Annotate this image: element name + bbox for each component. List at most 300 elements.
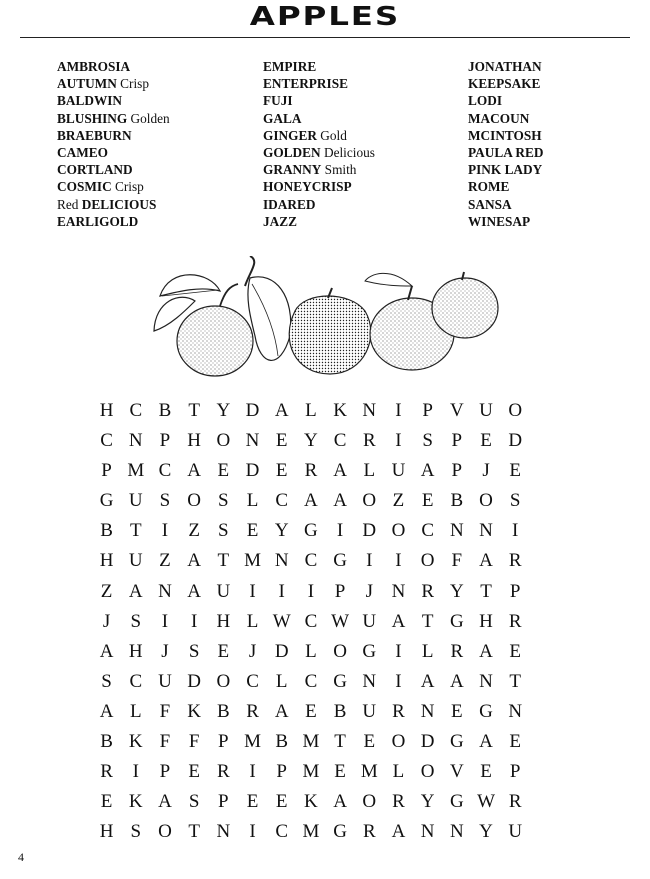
grid-letter[interactable]: A bbox=[333, 791, 347, 813]
grid-letter[interactable]: A bbox=[333, 460, 347, 482]
grid-letter[interactable]: G bbox=[333, 550, 347, 572]
grid-letter[interactable]: Z bbox=[159, 550, 171, 572]
grid-letter[interactable]: S bbox=[218, 490, 229, 512]
grid-letter[interactable]: W bbox=[272, 610, 291, 632]
grid-row bbox=[92, 486, 530, 516]
grid-letter[interactable]: P bbox=[159, 430, 171, 452]
grid-letter[interactable]: O bbox=[362, 490, 377, 512]
grid-letter[interactable]: A bbox=[274, 400, 289, 421]
grid-letter[interactable]: Z bbox=[188, 520, 200, 542]
word-keyword: JAZZ bbox=[263, 213, 297, 229]
word-list-column-1 bbox=[57, 58, 257, 230]
grid-letter[interactable]: U bbox=[391, 460, 406, 482]
grid-letter[interactable]: A bbox=[187, 460, 202, 482]
grid-letter[interactable]: I bbox=[132, 761, 139, 783]
grid-letter[interactable]: M bbox=[302, 821, 320, 843]
grid-letter[interactable]: E bbox=[188, 761, 200, 783]
word-keyword: GOLDEN bbox=[263, 144, 321, 160]
grid-letter[interactable]: J bbox=[161, 640, 169, 662]
grid-letter[interactable]: A bbox=[420, 670, 435, 692]
grid-letter[interactable]: I bbox=[278, 580, 285, 602]
grid-letter[interactable]: O bbox=[216, 670, 231, 692]
grid-letter[interactable]: K bbox=[128, 791, 143, 813]
grid-letter[interactable]: U bbox=[479, 400, 493, 421]
grid-letter[interactable]: T bbox=[509, 670, 522, 692]
grid-letter[interactable]: N bbox=[449, 520, 464, 542]
word-list-item bbox=[263, 178, 463, 195]
grid-letter[interactable]: T bbox=[129, 520, 142, 542]
grid-letter[interactable]: S bbox=[509, 490, 521, 512]
grid-letter[interactable]: L bbox=[246, 490, 259, 512]
grid-letter[interactable]: C bbox=[129, 670, 143, 692]
grid-letter[interactable]: I bbox=[249, 821, 256, 843]
grid-letter[interactable]: B bbox=[275, 731, 289, 753]
grid-letter[interactable]: L bbox=[305, 640, 317, 662]
grid-letter[interactable]: N bbox=[216, 821, 231, 843]
grid-letter[interactable]: O bbox=[187, 490, 202, 512]
grid-letter[interactable]: S bbox=[188, 791, 200, 813]
grid-letter[interactable]: Y bbox=[274, 520, 289, 542]
word-keyword: KEEPSAKE bbox=[468, 76, 541, 92]
grid-letter[interactable]: M bbox=[360, 761, 378, 783]
word-list-item bbox=[263, 58, 463, 75]
grid-letter[interactable]: B bbox=[450, 490, 464, 512]
grid-letter[interactable]: C bbox=[246, 670, 259, 692]
grid-letter[interactable]: N bbox=[362, 670, 377, 692]
grid-letter[interactable]: A bbox=[128, 580, 143, 602]
word-suffix: Crisp bbox=[116, 76, 149, 92]
grid-letter[interactable]: I bbox=[307, 580, 315, 602]
grid-letter[interactable]: A bbox=[479, 640, 493, 662]
grid-letter[interactable]: N bbox=[420, 700, 435, 722]
grid-letter[interactable]: M bbox=[302, 761, 320, 783]
word-keyword: SANSA bbox=[468, 196, 512, 212]
grid-letter[interactable]: G bbox=[449, 610, 464, 632]
grid-letter[interactable]: P bbox=[276, 761, 287, 783]
grid-letter[interactable]: W bbox=[477, 791, 495, 813]
grid-letter[interactable]: A bbox=[333, 490, 347, 512]
grid-letter[interactable]: D bbox=[508, 430, 523, 452]
word-keyword: BLUSHING bbox=[57, 110, 128, 126]
grid-letter[interactable]: E bbox=[480, 430, 492, 452]
grid-letter[interactable]: T bbox=[480, 580, 492, 602]
grid-letter[interactable]: G bbox=[362, 640, 377, 662]
grid-letter[interactable]: S bbox=[218, 520, 229, 542]
grid-letter[interactable]: H bbox=[479, 610, 493, 632]
word-list-item bbox=[263, 196, 463, 213]
grid-row bbox=[92, 577, 530, 607]
grid-letter[interactable]: Y bbox=[479, 821, 493, 843]
grid-letter[interactable]: K bbox=[333, 400, 347, 421]
grid-letter[interactable]: T bbox=[334, 731, 346, 753]
grid-letter[interactable]: W bbox=[331, 610, 350, 632]
word-list-item bbox=[263, 213, 463, 230]
grid-letter[interactable]: A bbox=[304, 490, 318, 512]
grid-letter[interactable]: U bbox=[158, 670, 172, 692]
grid-letter[interactable]: O bbox=[391, 731, 406, 753]
grid-letter[interactable]: P bbox=[451, 460, 463, 482]
grid-letter[interactable]: D bbox=[274, 640, 289, 662]
grid-letter[interactable]: M bbox=[244, 550, 261, 572]
grid-letter[interactable]: Y bbox=[449, 580, 464, 602]
word-list-item bbox=[468, 196, 650, 213]
grid-letter[interactable]: B bbox=[217, 700, 230, 722]
grid-letter[interactable]: E bbox=[246, 520, 259, 542]
grid-letter[interactable]: B bbox=[158, 400, 172, 421]
word-keyword: LODI bbox=[468, 93, 502, 109]
grid-letter[interactable]: I bbox=[512, 520, 519, 542]
grid-letter[interactable]: J bbox=[248, 640, 257, 662]
grid-letter[interactable]: L bbox=[363, 460, 376, 482]
word-list-column-3 bbox=[468, 58, 650, 230]
grid-letter[interactable]: C bbox=[304, 670, 318, 692]
grid-letter[interactable]: R bbox=[362, 821, 376, 843]
grid-letter[interactable]: E bbox=[363, 731, 376, 753]
grid-letter[interactable]: S bbox=[101, 670, 112, 692]
grid-letter[interactable]: D bbox=[187, 670, 202, 692]
word-list-item bbox=[468, 58, 650, 75]
grid-letter[interactable]: E bbox=[480, 761, 492, 783]
word-list-item bbox=[57, 58, 257, 75]
apple-icon bbox=[432, 272, 498, 338]
grid-letter[interactable]: U bbox=[508, 821, 523, 843]
grid-letter[interactable]: C bbox=[333, 430, 347, 452]
word-list-item bbox=[57, 127, 257, 144]
grid-letter[interactable]: G bbox=[333, 821, 347, 843]
word-list-item bbox=[263, 144, 463, 161]
grid-letter[interactable]: U bbox=[216, 580, 231, 602]
grid-letter[interactable]: N bbox=[158, 580, 172, 602]
word-keyword: CAMEO bbox=[57, 144, 108, 160]
page-title: APPLES bbox=[249, 2, 401, 32]
grid-letter[interactable]: I bbox=[395, 640, 402, 662]
grid-letter[interactable]: H bbox=[187, 430, 202, 452]
grid-letter[interactable]: U bbox=[128, 490, 143, 512]
grid-letter[interactable]: B bbox=[100, 731, 113, 753]
grid-letter[interactable]: I bbox=[336, 520, 344, 542]
word-list-item bbox=[57, 196, 257, 213]
grid-letter[interactable]: C bbox=[304, 610, 318, 632]
grid-letter[interactable]: R bbox=[100, 761, 113, 783]
grid-letter[interactable]: H bbox=[216, 610, 231, 632]
grid-letter[interactable]: P bbox=[101, 460, 112, 482]
grid-letter[interactable]: E bbox=[275, 430, 288, 452]
grid-letter[interactable]: E bbox=[217, 460, 230, 482]
grid-letter[interactable]: U bbox=[362, 700, 377, 722]
grid-letter[interactable]: Z bbox=[100, 580, 113, 602]
grid-letter[interactable]: Z bbox=[392, 490, 405, 512]
grid-letter[interactable]: H bbox=[99, 400, 114, 421]
word-list-item bbox=[57, 178, 257, 195]
grid-letter[interactable]: D bbox=[362, 520, 377, 542]
grid-letter[interactable]: A bbox=[99, 700, 114, 722]
grid-letter[interactable]: A bbox=[479, 550, 493, 572]
grid-letter[interactable]: P bbox=[159, 761, 171, 783]
grid-letter[interactable]: C bbox=[421, 520, 434, 542]
grid-letter[interactable]: N bbox=[479, 670, 493, 692]
grid-letter[interactable]: E bbox=[246, 791, 259, 813]
word-list-item bbox=[57, 144, 257, 161]
grid-letter[interactable]: U bbox=[128, 550, 143, 572]
grid-letter[interactable]: J bbox=[482, 460, 490, 482]
grid-letter[interactable]: T bbox=[188, 821, 200, 843]
grid-letter[interactable]: N bbox=[420, 821, 435, 843]
grid-letter[interactable]: N bbox=[449, 821, 464, 843]
grid-letter[interactable]: O bbox=[420, 550, 435, 572]
grid-letter[interactable]: R bbox=[421, 580, 434, 602]
grid-letter[interactable]: A bbox=[420, 460, 435, 482]
grid-letter[interactable]: L bbox=[246, 610, 259, 632]
grid-letter[interactable]: R bbox=[304, 460, 318, 482]
grid-letter[interactable]: R bbox=[450, 640, 464, 662]
grid-letter[interactable]: S bbox=[130, 610, 142, 632]
grid-letter[interactable]: I bbox=[161, 520, 169, 542]
grid-letter[interactable]: E bbox=[100, 791, 113, 813]
grid-letter[interactable]: O bbox=[508, 400, 523, 421]
word-suffix: Golden bbox=[127, 110, 170, 126]
word-keyword: MACOUN bbox=[468, 110, 530, 126]
word-list-item bbox=[263, 110, 463, 127]
grid-letter[interactable]: I bbox=[249, 761, 256, 783]
grid-letter[interactable]: G bbox=[333, 670, 347, 692]
grid-letter[interactable]: P bbox=[509, 761, 521, 783]
grid-letter[interactable]: I bbox=[249, 580, 256, 602]
grid-letter[interactable]: O bbox=[333, 640, 347, 662]
grid-letter[interactable]: D bbox=[245, 460, 260, 482]
apple-icon bbox=[289, 288, 371, 374]
word-keyword: AMBROSIA bbox=[57, 59, 131, 74]
word-keyword: PAULA RED bbox=[468, 144, 544, 160]
grid-letter[interactable]: F bbox=[159, 731, 171, 753]
grid-letter[interactable]: G bbox=[449, 791, 464, 813]
grid-letter[interactable]: H bbox=[128, 640, 143, 662]
grid-letter[interactable]: B bbox=[100, 520, 113, 542]
word-list-item bbox=[57, 161, 257, 178]
word-keyword: IDARED bbox=[263, 196, 316, 212]
grid-letter[interactable]: P bbox=[509, 580, 521, 602]
grid-letter[interactable]: T bbox=[421, 610, 434, 632]
grid-letter[interactable]: S bbox=[159, 490, 171, 512]
word-keyword: HONEYCRISP bbox=[263, 179, 352, 195]
grid-letter[interactable]: E bbox=[509, 460, 522, 482]
grid-letter[interactable]: N bbox=[391, 580, 406, 602]
grid-row bbox=[92, 637, 530, 667]
grid-letter[interactable]: A bbox=[391, 821, 406, 843]
grid-letter[interactable]: M bbox=[244, 731, 261, 753]
grid-letter[interactable]: I bbox=[190, 610, 198, 632]
grid-letter[interactable]: E bbox=[217, 640, 230, 662]
grid-letter[interactable]: O bbox=[158, 821, 172, 843]
grid-row bbox=[92, 607, 530, 637]
grid-letter[interactable]: D bbox=[420, 731, 435, 753]
grid-letter[interactable]: C bbox=[158, 460, 172, 482]
word-keyword: ROME bbox=[468, 179, 510, 195]
grid-letter[interactable]: A bbox=[187, 550, 202, 572]
grid-letter[interactable]: O bbox=[420, 761, 435, 783]
grid-letter[interactable]: S bbox=[422, 430, 433, 452]
grid-row bbox=[92, 817, 530, 847]
grid-letter[interactable]: H bbox=[99, 821, 114, 843]
grid-letter[interactable]: R bbox=[508, 550, 522, 572]
grid-letter[interactable]: C bbox=[275, 490, 289, 512]
grid-letter[interactable]: E bbox=[275, 460, 288, 482]
grid-letter[interactable]: Y bbox=[420, 791, 435, 813]
grid-letter[interactable]: E bbox=[509, 640, 522, 662]
grid-letter[interactable]: E bbox=[451, 700, 463, 722]
grid-letter[interactable]: Y bbox=[216, 400, 231, 421]
grid-letter[interactable]: R bbox=[217, 761, 230, 783]
grid-letter[interactable]: P bbox=[218, 791, 229, 813]
grid-letter[interactable]: R bbox=[362, 430, 376, 452]
grid-letter[interactable]: I bbox=[395, 430, 402, 452]
grid-letter[interactable]: R bbox=[246, 700, 259, 722]
grid-letter[interactable]: E bbox=[334, 761, 346, 783]
grid-letter[interactable]: P bbox=[334, 580, 346, 602]
grid-letter[interactable]: L bbox=[129, 700, 142, 722]
grid-letter[interactable]: A bbox=[391, 610, 406, 632]
word-suffix: Smith bbox=[321, 162, 357, 178]
grid-letter[interactable]: G bbox=[479, 700, 493, 722]
grid-letter[interactable]: L bbox=[421, 640, 434, 662]
grid-letter[interactable]: N bbox=[274, 550, 289, 572]
grid-letter[interactable]: V bbox=[449, 400, 464, 421]
grid-letter[interactable]: L bbox=[275, 670, 288, 692]
grid-letter[interactable]: R bbox=[508, 791, 522, 813]
grid-letter[interactable]: I bbox=[395, 550, 402, 572]
word-list-item bbox=[468, 110, 650, 127]
page-number: 4 bbox=[18, 850, 24, 864]
grid-letter[interactable]: D bbox=[245, 400, 260, 421]
grid-letter[interactable]: E bbox=[421, 490, 434, 512]
grid-letter[interactable]: I bbox=[366, 550, 373, 572]
word-keyword: COSMIC bbox=[57, 179, 112, 195]
grid-letter[interactable]: E bbox=[509, 731, 522, 753]
grid-letter[interactable]: P bbox=[451, 430, 463, 452]
grid-letter[interactable]: N bbox=[245, 430, 260, 452]
grid-letter[interactable]: R bbox=[392, 791, 405, 813]
grid-letter[interactable]: G bbox=[304, 520, 318, 542]
title-divider bbox=[20, 37, 630, 38]
grid-letter[interactable]: N bbox=[508, 700, 523, 722]
grid-letter[interactable]: B bbox=[333, 700, 347, 722]
word-keyword: PINK LADY bbox=[468, 162, 543, 178]
word-list-column-2 bbox=[263, 58, 463, 230]
grid-letter[interactable]: I bbox=[161, 610, 169, 632]
grid-letter[interactable]: C bbox=[275, 821, 289, 843]
grid-letter[interactable]: T bbox=[217, 550, 230, 572]
grid-row bbox=[92, 787, 530, 817]
word-prefix: Red bbox=[57, 196, 82, 212]
grid-row bbox=[92, 697, 530, 727]
grid-letter[interactable]: F bbox=[451, 550, 463, 572]
grid-letter[interactable]: R bbox=[508, 610, 522, 632]
word-list-item bbox=[468, 92, 650, 109]
grid-letter[interactable]: T bbox=[188, 400, 200, 421]
grid-letter[interactable]: G bbox=[449, 731, 464, 753]
grid-letter[interactable]: N bbox=[362, 400, 377, 421]
word-list-item bbox=[468, 213, 650, 230]
grid-letter[interactable]: P bbox=[218, 731, 229, 753]
grid-letter[interactable]: O bbox=[479, 490, 493, 512]
grid-letter[interactable]: F bbox=[159, 700, 171, 722]
grid-letter[interactable]: J bbox=[365, 580, 373, 602]
grid-letter[interactable]: K bbox=[304, 791, 318, 813]
grid-letter[interactable]: L bbox=[392, 761, 405, 783]
grid-letter[interactable]: P bbox=[422, 400, 433, 421]
word-list-item bbox=[57, 213, 257, 230]
grid-letter[interactable]: L bbox=[305, 400, 317, 421]
word-list-item bbox=[468, 161, 650, 178]
word-list-item bbox=[263, 75, 463, 92]
grid-row bbox=[92, 546, 530, 576]
grid-letter[interactable]: C bbox=[129, 400, 143, 421]
grid-letter[interactable]: A bbox=[274, 700, 289, 722]
grid-letter[interactable]: K bbox=[187, 700, 202, 722]
grid-letter[interactable]: O bbox=[362, 791, 377, 813]
word-keyword: AUTUMN bbox=[57, 76, 117, 92]
word-keyword: WINESAP bbox=[468, 213, 531, 229]
grid-letter[interactable]: N bbox=[479, 520, 493, 542]
grid-letter[interactable]: M bbox=[127, 460, 145, 482]
grid-letter[interactable]: R bbox=[392, 700, 405, 722]
grid-letter[interactable]: U bbox=[362, 610, 377, 632]
word-list-item bbox=[468, 127, 650, 144]
grid-letter[interactable]: G bbox=[99, 490, 114, 512]
grid-letter[interactable]: O bbox=[216, 430, 231, 452]
grid-row bbox=[92, 667, 530, 697]
word-keyword: BALDWIN bbox=[57, 93, 123, 109]
word-list-item bbox=[57, 110, 257, 127]
word-list-item bbox=[263, 127, 463, 144]
grid-letter[interactable]: F bbox=[188, 731, 200, 753]
grid-letter[interactable]: A bbox=[158, 791, 172, 813]
grid-letter[interactable]: J bbox=[102, 610, 111, 632]
word-list-item bbox=[468, 144, 650, 161]
grid-letter[interactable]: S bbox=[130, 821, 142, 843]
grid-letter[interactable]: I bbox=[395, 400, 402, 421]
grid-row bbox=[92, 757, 530, 787]
grid-row bbox=[92, 456, 530, 486]
word-list-item bbox=[263, 161, 463, 178]
grid-letter[interactable]: V bbox=[449, 761, 464, 783]
grid-letter[interactable]: E bbox=[305, 700, 317, 722]
grid-letter[interactable]: H bbox=[99, 550, 114, 572]
grid-letter[interactable]: M bbox=[302, 731, 320, 753]
grid-letter[interactable]: E bbox=[275, 791, 288, 813]
word-suffix: Gold bbox=[316, 127, 347, 143]
grid-letter[interactable]: A bbox=[187, 580, 202, 602]
word-list-item bbox=[57, 75, 257, 92]
grid-letter[interactable]: N bbox=[128, 430, 143, 452]
grid-letter[interactable]: A bbox=[99, 640, 114, 662]
grid-letter[interactable]: C bbox=[100, 430, 113, 452]
grid-row bbox=[92, 426, 530, 456]
grid-row bbox=[92, 727, 530, 757]
grid-letter[interactable]: A bbox=[449, 670, 464, 692]
grid-letter[interactable]: S bbox=[188, 640, 200, 662]
word-suffix: Crisp bbox=[111, 179, 144, 195]
grid-letter[interactable]: I bbox=[395, 670, 402, 692]
word-keyword: GRANNY bbox=[263, 162, 322, 178]
grid-letter[interactable]: A bbox=[479, 731, 493, 753]
grid-letter[interactable]: Y bbox=[304, 430, 318, 452]
grid-letter[interactable]: O bbox=[391, 520, 406, 542]
word-keyword: CORTLAND bbox=[57, 162, 133, 178]
grid-letter[interactable]: C bbox=[304, 550, 318, 572]
grid-letter[interactable]: K bbox=[128, 731, 143, 753]
word-search-grid bbox=[92, 396, 530, 847]
word-keyword: GINGER bbox=[263, 127, 317, 143]
